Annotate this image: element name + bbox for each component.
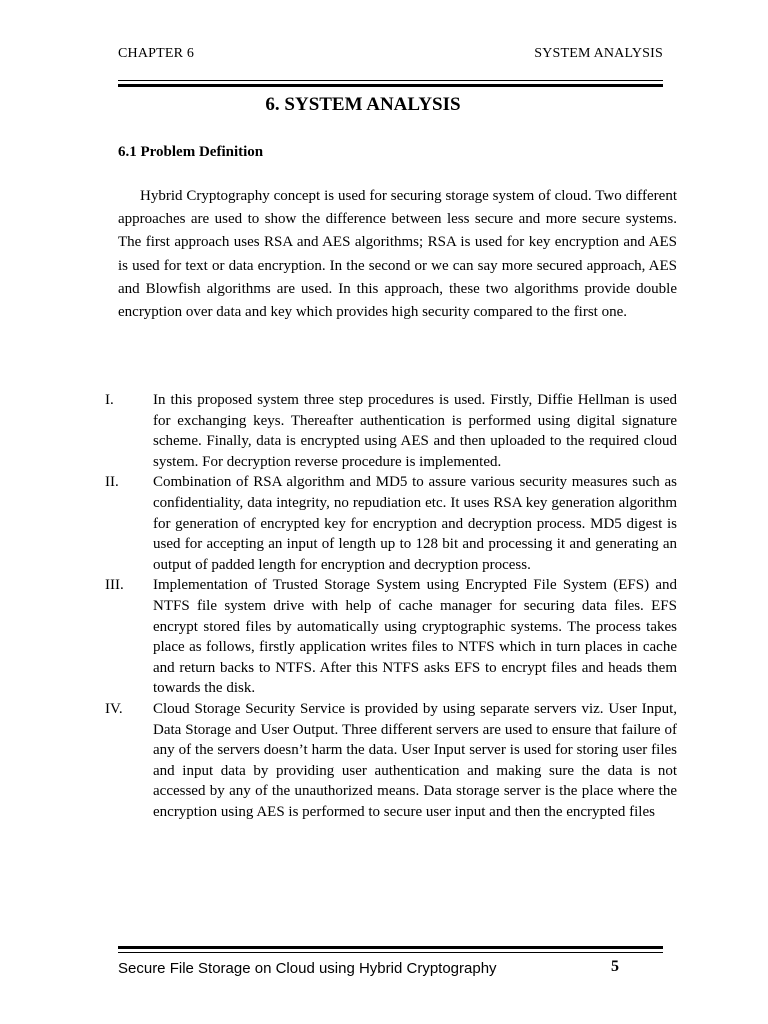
page-title: 6. SYSTEM ANALYSIS [265,94,461,115]
header-rule-thin [118,80,663,81]
list-item-text: Implementation of Trusted Storage System using Encrypted File System (EFS) and NTFS file system drive with help of cache manager for securing data files. EFS encrypt stored files by automatically using cryptographic systems. The process takes place as follows, firstly application writes files to NTFS which in turn places in cache and return backs to NTFS. After this NTFS asks EFS to encrypt files and heads them towards the disk. [153,577,677,697]
list-numeral: II. [105,474,119,491]
running-header-section: SYSTEM ANALYSIS [534,46,663,61]
list-numeral: I. [105,392,114,408]
footer-rule-thin [118,952,663,953]
list-item [105,390,677,472]
header-rule-thick [118,84,663,87]
footer-rule-thick [118,946,663,949]
footer-title: Secure File Storage on Cloud using Hybrid Cryptography [118,960,497,977]
list-numeral: III. [105,577,124,594]
roman-numeral-list [105,390,677,822]
list-numeral: IV. [105,700,123,717]
intro-paragraph: Hybrid Cryptography concept is used for securing storage system of cloud. Two different approaches are used to show the difference between less secure and more secure systems. The first approach uses RSA and AES algorithms; RSA is used for key encryption and AES is used for text or data encryption. In the second or we can say more secured approach, AES and Blowfish algorithms are used. In this approach, these two algorithms provide double encryption over data and key which provides high security compared to the first one. [118,188,677,321]
list-item-text: In this proposed system three step procedures is used. Firstly, Diffie Hellman is used for exchanging keys. Thereafter authentication is performed using digital signature scheme. Finally, data is encrypted using AES and then uploaded to the required cloud system. For decryption reverse procedure is implemented. [153,392,677,470]
list-item [105,699,677,823]
running-header-chapter: CHAPTER 6 [118,46,195,61]
section-subheading: 6.1 Problem Definition [118,144,264,160]
list-item-text: Combination of RSA algorithm and MD5 to assure various security measures such as confidentiality, data integrity, no repudiation etc. It uses RSA key generation algorithm for generation of encrypted key for encryption and decryption process. MD5 digest is used for accepting an input of length up to 128 bit and processing it and generating an output of padded length for encryption and decryption process. [153,474,677,573]
page-number: 5 [611,958,619,975]
list-item [105,472,677,575]
list-item-text: Cloud Storage Security Service is provided by using separate servers viz. User Input, Data Storage and User Output. Three different servers are used to ensure that failure of any of the servers doesn’t harm the data. User Input server is used for storing user files and input data by providing user authentication and making sure the data is not accessed by any of the unauthorized means. Data storage server is the place where the encryption using AES is performed to secure user input and then the encrypted files [153,700,677,820]
list-item [105,575,677,699]
